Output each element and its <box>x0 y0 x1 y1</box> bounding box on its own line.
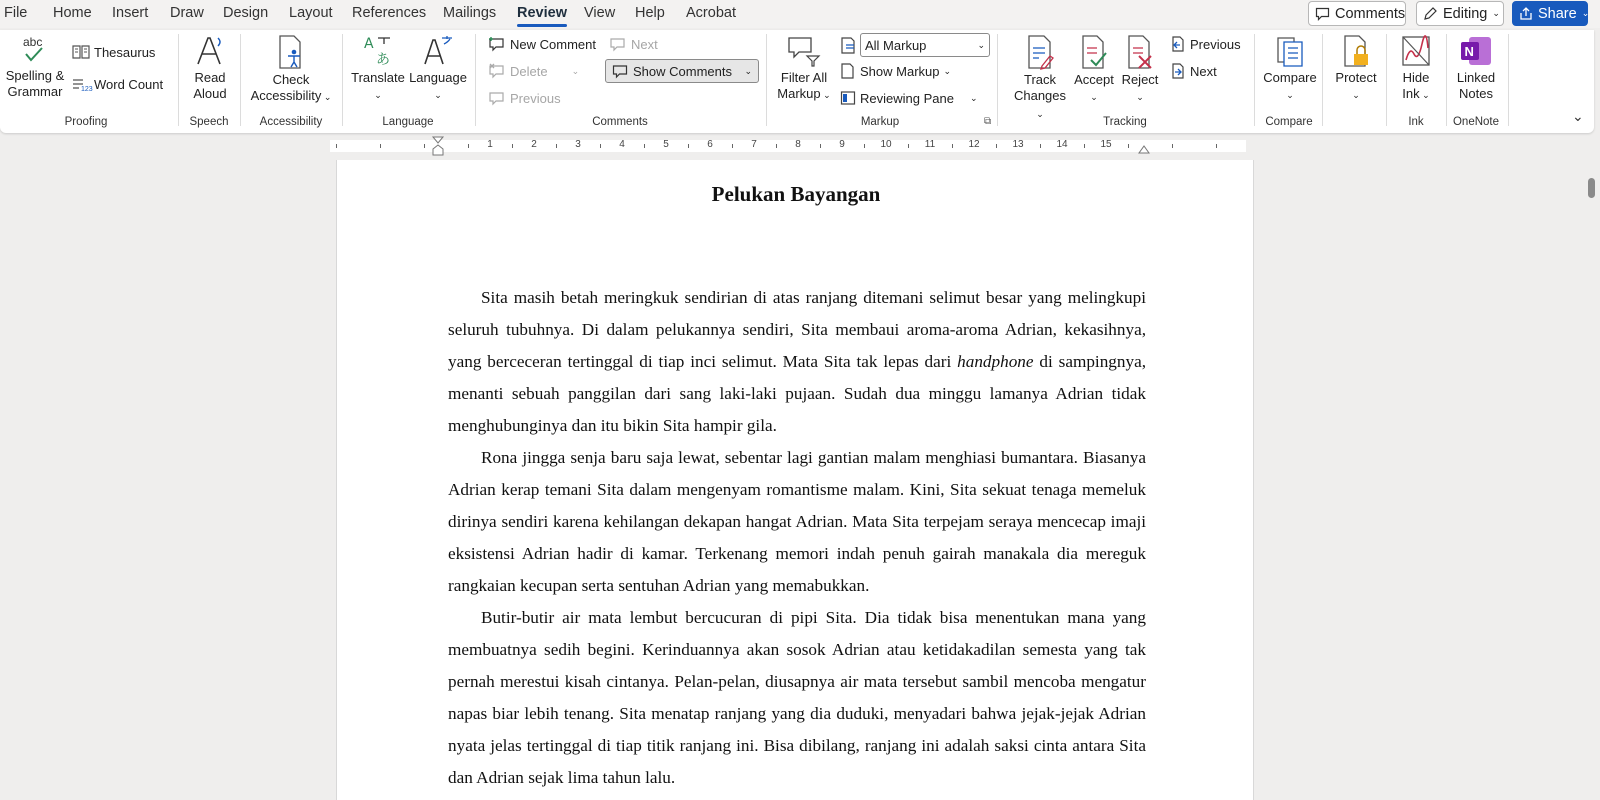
track-label: Track <box>1023 72 1057 87</box>
tab-help[interactable]: Help <box>635 5 665 21</box>
chevron-down-icon: ⌄ <box>1136 92 1144 102</box>
language-icon <box>422 34 454 68</box>
horizontal-ruler <box>330 136 1246 156</box>
language-group-label: Language <box>382 116 434 128</box>
comments-button-label: Comments <box>1335 5 1406 22</box>
menu-tab-bar <box>0 0 1600 28</box>
chevron-down-icon: ⌄ <box>744 65 752 76</box>
markup-label: Markup <box>777 86 821 101</box>
ruler-tick <box>1172 144 1173 148</box>
read-label: Read <box>194 70 226 85</box>
proofing-group-label: Proofing <box>64 116 108 128</box>
ruler-tick <box>380 144 381 148</box>
previous-comment-button[interactable] <box>488 90 561 106</box>
accessibility-icon <box>275 34 307 70</box>
paragraph-1 <box>448 282 1146 442</box>
filter-markup-icon <box>787 34 821 68</box>
previous-change-label: Previous <box>1190 36 1241 52</box>
new-comment-button[interactable] <box>488 36 596 52</box>
tab-review[interactable]: Review <box>517 5 567 21</box>
compare-label: Compare <box>1263 70 1317 85</box>
spelling-label: Spelling & <box>5 68 65 83</box>
word-count-icon <box>72 78 93 93</box>
ruler-tick <box>336 144 337 148</box>
delete-comment-label: Delete <box>510 63 548 79</box>
previous-comment-label: Previous <box>510 90 561 106</box>
tab-home[interactable]: Home <box>53 5 92 21</box>
chevron-down-icon: ⌄ <box>977 39 985 50</box>
next-comment-icon <box>609 36 627 52</box>
ruler-tick <box>1216 144 1217 148</box>
ruler-number: 14 <box>1056 139 1068 150</box>
tab-view[interactable]: View <box>584 5 616 21</box>
ruler-number: 6 <box>707 139 713 150</box>
track-changes-button[interactable] <box>1010 34 1070 122</box>
onenote-icon <box>1459 34 1493 68</box>
reject-button[interactable] <box>1118 34 1162 105</box>
check-label: Check <box>272 72 310 87</box>
ruler-tick <box>424 144 425 148</box>
tab-design[interactable]: Design <box>223 5 269 21</box>
ink-label: Ink <box>1402 86 1420 101</box>
compare-button[interactable] <box>1262 34 1318 103</box>
ruler-number: 2 <box>531 139 537 150</box>
chevron-down-icon: ⌄ <box>1492 8 1500 18</box>
word-count-button[interactable] <box>72 77 163 92</box>
ruler-tick <box>908 144 909 148</box>
delete-comment-button[interactable] <box>488 63 579 79</box>
ruler-number: 1 <box>487 139 493 150</box>
chevron-down-icon: ⌄ <box>321 92 332 102</box>
paragraph-text: di sampingnya, menanti sebuah panggilan dari sang laki-laki pujaan. Sudah dua minggu lamanya Adrian tidak menghubunginya dan itu bikin Sita hampir gila. <box>448 352 1146 435</box>
ruler-tick <box>820 144 821 148</box>
show-comments-icon <box>612 64 628 79</box>
tracking-group-label: Tracking <box>1103 116 1147 128</box>
reject-label: Reject <box>1121 72 1159 87</box>
ruler-number: 11 <box>924 139 936 150</box>
next-change-button[interactable] <box>1170 63 1217 79</box>
show-markup-button[interactable] <box>840 63 951 79</box>
aloud-label: Aloud <box>193 86 227 101</box>
hide-label: Hide <box>1402 70 1430 85</box>
tab-insert[interactable]: Insert <box>112 5 149 21</box>
group-divider <box>1386 34 1387 126</box>
group-divider <box>1508 34 1509 126</box>
accept-label: Accept <box>1074 72 1114 87</box>
group-divider <box>766 34 767 126</box>
svg-text:A: A <box>364 36 374 52</box>
ruler-tick <box>600 144 601 148</box>
group-divider <box>178 34 179 126</box>
chevron-down-icon: ⌄ <box>943 65 952 76</box>
previous-change-icon <box>1170 36 1186 52</box>
comments-button[interactable] <box>1308 1 1406 26</box>
delete-comment-icon <box>488 63 506 79</box>
linked-label: Linked <box>1456 70 1496 85</box>
ruler-number: 12 <box>968 139 980 150</box>
display-for-review-icon <box>840 37 858 54</box>
ruler-tick <box>996 144 997 148</box>
previous-comment-icon <box>488 90 506 106</box>
ruler-tick <box>556 144 557 148</box>
ruler-number: 7 <box>751 139 757 150</box>
markup-dialog-launcher-icon[interactable]: ⧉ <box>984 116 992 127</box>
document-title: Pelukan Bayangan <box>711 182 881 206</box>
new-comment-label: New Comment <box>510 36 596 52</box>
editing-mode-button[interactable] <box>1416 1 1504 26</box>
changes-label: Changes <box>1013 88 1067 103</box>
chevron-down-icon: ⌄ <box>1036 109 1044 119</box>
ruler-tick <box>864 144 865 148</box>
tab-file[interactable]: File <box>4 5 28 21</box>
chevron-down-icon: ⌄ <box>1286 90 1294 100</box>
reject-icon <box>1125 34 1155 70</box>
share-icon <box>1519 7 1533 21</box>
markup-display-value: All Markup <box>865 37 927 53</box>
collapse-ribbon-icon[interactable]: ⌄ <box>1572 108 1584 124</box>
filter-all-label: Filter All <box>780 70 828 85</box>
group-divider <box>342 34 343 126</box>
show-comments-button[interactable] <box>605 59 759 83</box>
ruler-tick <box>644 144 645 148</box>
ruler-number: 10 <box>880 139 892 150</box>
indent-marker-icon[interactable] <box>432 136 444 156</box>
document-page[interactable] <box>336 160 1254 800</box>
chevron-down-icon: ⌄ <box>1090 92 1098 102</box>
paragraph-3: Butir-butir air mata lembut bercucuran di pipi Sita. Dia tidak bisa menentukan mana yang membuatnya sedih begini. Kerinduannya akan sosok Adrian atau ketidakadilan semesta yang tak pernah merestui kisah cintanya. Pelan-pelan, diusapnya air mata tersebut sambil mencoba mengatur napas biar lebih tenang. Sita menatap ranjang yang dia duduki, menyadari bahwa jejak-jejak Adrian nyata jelas tertinggal di tiap titik ranjang ini. Bisa dibilang, ranjang ini adalah saksi cinta antara Sita dan Adrian sejak lima tahun lalu. <box>448 608 1146 787</box>
compare-icon <box>1274 34 1306 68</box>
chevron-down-icon: ⌄ <box>374 90 382 100</box>
protect-label: Protect <box>1335 70 1377 85</box>
previous-change-button[interactable] <box>1170 36 1241 52</box>
read-aloud-button[interactable] <box>186 34 234 102</box>
show-markup-icon <box>840 63 856 79</box>
ruler-number: 15 <box>1100 139 1112 150</box>
italic-word: handphone <box>957 352 1034 371</box>
right-indent-marker-icon[interactable] <box>1138 144 1150 154</box>
tab-mailings[interactable]: Mailings <box>443 5 497 21</box>
group-divider <box>475 34 476 126</box>
hide-ink-icon <box>1400 34 1432 68</box>
protect-button[interactable] <box>1330 34 1382 103</box>
spelling-check-icon <box>20 34 50 66</box>
ruler-tick <box>1040 144 1041 148</box>
hide-ink-button[interactable] <box>1392 34 1440 103</box>
lock-icon <box>1341 34 1371 68</box>
ruler-tick <box>688 144 689 148</box>
next-comment-button[interactable] <box>609 36 658 52</box>
chevron-down-icon: ⌄ <box>1352 90 1360 100</box>
accessibility-label: Accessibility <box>250 88 322 103</box>
language-label: Language <box>409 70 467 85</box>
comments-group-label: Comments <box>592 116 648 128</box>
compare-group-label: Compare <box>1265 116 1313 128</box>
translate-button[interactable] <box>350 34 406 103</box>
editing-mode-label: Editing <box>1443 5 1488 22</box>
tab-layout[interactable]: Layout <box>289 5 333 21</box>
group-divider <box>1446 34 1447 126</box>
accept-button[interactable] <box>1072 34 1116 105</box>
new-comment-icon <box>488 36 506 52</box>
notes-label: Notes <box>1459 86 1493 101</box>
svg-text:あ: あ <box>376 52 390 68</box>
book-icon <box>72 44 90 60</box>
ink-group-label: Ink <box>1408 116 1424 128</box>
ruler-tick <box>776 144 777 148</box>
chevron-down-icon: ⌄ <box>820 90 831 100</box>
svg-text:123: 123 <box>81 85 93 93</box>
show-markup-label: Show Markup <box>860 63 940 79</box>
thesaurus-label: Thesaurus <box>94 44 156 60</box>
ruler-tick <box>952 144 953 148</box>
svg-text:N: N <box>1464 44 1474 59</box>
ruler-tick <box>1084 144 1085 148</box>
ruler-tick <box>512 144 513 148</box>
next-comment-label: Next <box>631 36 658 52</box>
ruler-tick <box>732 144 733 148</box>
next-change-icon <box>1170 63 1186 79</box>
chevron-down-icon: ⌄ <box>969 92 978 103</box>
group-divider <box>240 34 241 126</box>
accessibility-group-label: Accessibility <box>259 116 323 128</box>
grammar-label: Grammar <box>7 84 63 99</box>
group-divider <box>997 34 998 126</box>
check-accessibility-button[interactable] <box>247 34 335 105</box>
share-button[interactable] <box>1512 1 1588 26</box>
group-divider <box>1322 34 1323 126</box>
ruler-number: 8 <box>795 139 801 150</box>
tab-acrobat[interactable]: Acrobat <box>686 5 736 21</box>
translate-label: Translate <box>351 70 405 85</box>
spelling-grammar-button[interactable] <box>4 34 66 100</box>
ruler-number: 3 <box>575 139 581 150</box>
chevron-down-icon: ⌄ <box>571 65 580 76</box>
accept-icon <box>1079 34 1109 70</box>
onenote-group-label: OneNote <box>1452 116 1500 128</box>
tab-draw[interactable]: Draw <box>170 5 204 21</box>
read-aloud-icon <box>194 34 226 68</box>
chevron-down-icon: ⌄ <box>1419 90 1430 100</box>
show-comments-label: Show Comments <box>633 63 732 79</box>
ruler-number: 13 <box>1012 139 1024 150</box>
linked-notes-button[interactable] <box>1452 34 1500 102</box>
ruler-number: 5 <box>663 139 669 150</box>
group-divider <box>1254 34 1255 126</box>
vertical-scrollbar-thumb[interactable] <box>1588 178 1595 198</box>
word-count-label: Word Count <box>94 77 164 92</box>
ruler-tick <box>468 144 469 148</box>
paragraph-text: Sita masih betah meringkuk sendirian di atas ranjang ditemani selimut besar yang melingkupi seluruh tubuhnya. Di dalam pelukannya sendiri, Sita membaui aroma-aroma Adrian, kekasihnya, yang berceceran tertinggal di tiap inci selimut. Mata Sita tak lepas dari <box>448 288 1146 371</box>
track-changes-icon <box>1024 34 1056 70</box>
thesaurus-button[interactable] <box>72 44 155 60</box>
svg-text:abc: abc <box>23 35 43 49</box>
markup-group-label: Markup <box>860 116 900 128</box>
next-change-label: Next <box>1190 63 1217 79</box>
language-button[interactable] <box>408 34 468 103</box>
filter-all-markup-button[interactable] <box>774 34 834 103</box>
ruler-number: 4 <box>619 139 625 150</box>
comment-icon <box>1315 7 1330 21</box>
ruler-number: 9 <box>839 139 845 150</box>
reviewing-pane-button[interactable] <box>840 90 978 106</box>
share-button-label: Share <box>1538 5 1577 22</box>
markup-display-select[interactable] <box>860 33 990 57</box>
tab-references[interactable]: References <box>352 5 427 21</box>
reviewing-pane-label: Reviewing Pane <box>860 90 954 106</box>
paragraph-2: Rona jingga senja baru saja lewat, sebentar lagi gantian malam menghiasi bumantara. Biasanya Adrian kerap temani Sita dalam mengenyam romantisme malam. Kini, Sita sekuat tenaga memeluk dirinya sendiri karena kehilangan dekapan hangat Adrian. Mata Sita terpejam seraya mencecap imaji eksistensi Adrian hadir di kamar. Terkenang memori indah penuh gairah manakala dia mereguk rangkaian kecupan serta sentuhan Adrian yang memabukkan. <box>448 448 1146 595</box>
ruler-tick <box>1128 144 1129 148</box>
speech-group-label: Speech <box>189 116 229 128</box>
reviewing-pane-icon <box>840 90 856 106</box>
translate-icon <box>362 34 394 68</box>
chevron-down-icon: ⌄ <box>434 90 442 100</box>
review-ribbon <box>0 30 1594 133</box>
chevron-down-icon: ⌄ <box>1581 8 1590 18</box>
pencil-icon <box>1423 6 1438 21</box>
